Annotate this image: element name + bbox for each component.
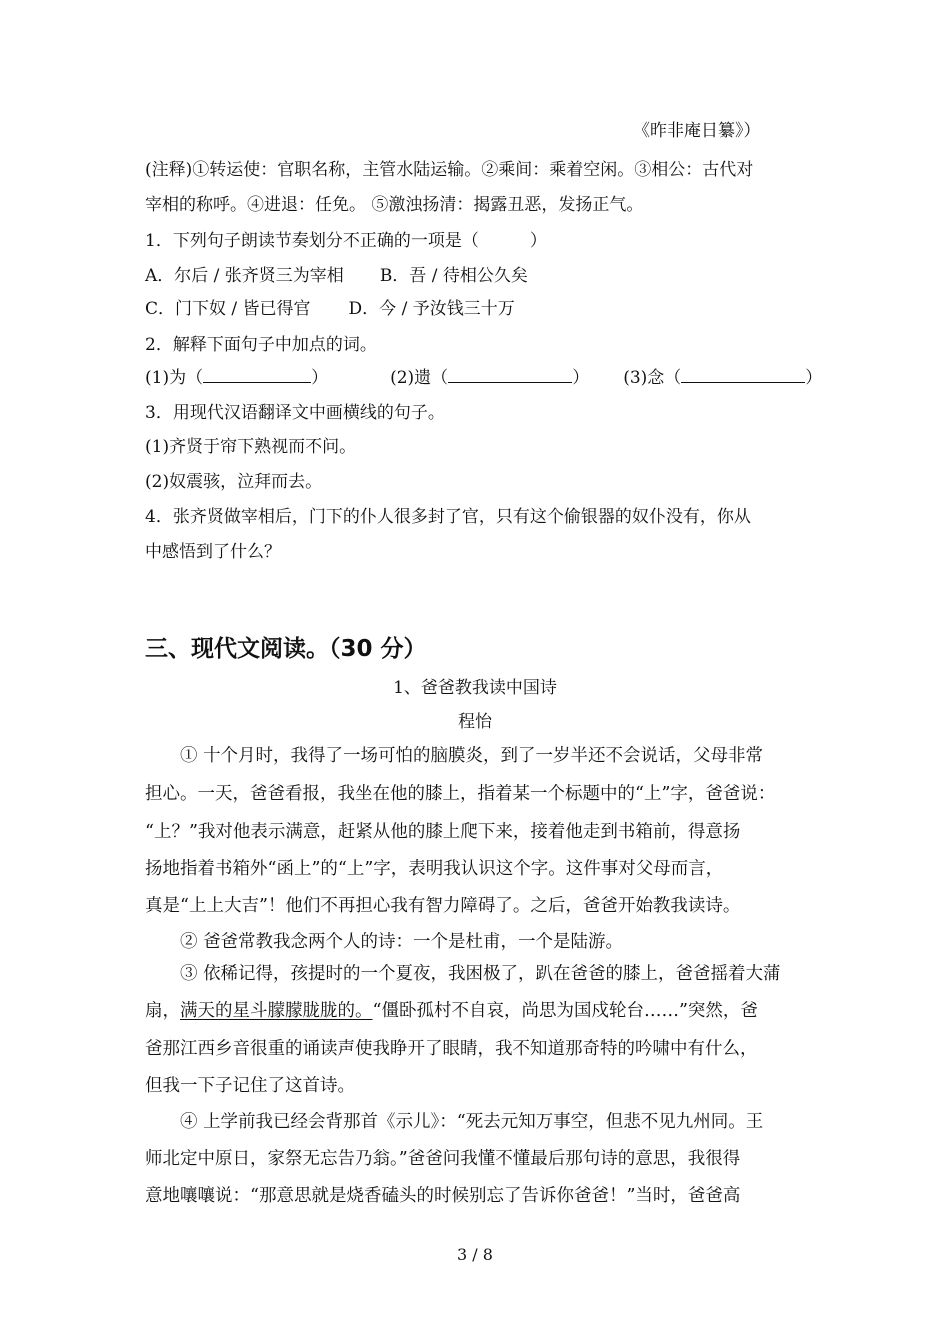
p3-line-1: ③ 依稀记得，孩提时的一个夏夜，我困极了，趴在爸爸的膝上，爸爸摇着大蒲 — [145, 964, 781, 984]
section-heading: 三、现代文阅读。（30 分） — [145, 636, 427, 662]
answer-blank[interactable] — [448, 366, 572, 383]
q1-option-d: D．今 / 予汝钱三十万 — [348, 299, 515, 319]
q4-line-1: 4．张齐贤做宰相后，门下的仆人很多封了官，只有这个偷银器的奴仆没有，你从 — [145, 507, 751, 527]
underlined-sentence: 满天的星斗朦朦胧胧的。 — [180, 1001, 373, 1021]
q3-sentence-1: (1)齐贤于帘下熟视而不问。 — [145, 437, 357, 457]
p4-line-2: 师北定中原日，家祭无忘告乃翁。”爸爸问我懂不懂最后那句诗的意思，我很得 — [145, 1149, 741, 1169]
q1-option-c: C．门下奴 / 皆已得官 — [145, 299, 311, 319]
passage-title: 1、爸爸教我读中国诗 — [393, 678, 557, 698]
answer-blank[interactable] — [203, 366, 311, 383]
q3-sentence-2: (2)奴震骇，泣拜而去。 — [145, 472, 323, 492]
notes-line-2: 宰相的称呼。④进退：任免。 ⑤激浊扬清：揭露丑恶，发扬正气。 — [145, 195, 644, 215]
p1-line-2: 担心。一天，爸爸看报，我坐在他的膝上，指着某一个标题中的“上”字，爸爸说： — [145, 784, 776, 804]
q3-stem: 3．用现代汉语翻译文中画横线的句子。 — [145, 403, 445, 423]
p4-line-3: 意地嚷嚷说：“那意思就是烧香磕头的时候别忘了告诉你爸爸！”当时，爸爸高 — [145, 1186, 741, 1206]
p3-line-2: 扇，满天的星斗朦朦胧胧的。“僵卧孤村不自哀，尚思为国戍轮台……”突然，爸 — [145, 1001, 758, 1021]
q4-line-2: 中感悟到了什么？ — [145, 542, 281, 562]
p1-line-5: 真是“上上大吉”！他们不再担心我有智力障碍了。之后，爸爸开始教我读诗。 — [145, 896, 741, 916]
q1-stem: 1．下列句子朗读节奏划分不正确的一项是（ ） — [145, 231, 547, 251]
p2-line: ② 爸爸常教我念两个人的诗：一个是杜甫，一个是陆游。 — [145, 932, 624, 952]
q1-option-a: A．尔后 / 张齐贤三为宰相 — [145, 266, 344, 286]
p1-line-3: “上？”我对他表示满意，赶紧从他的膝上爬下来，接着他走到书箱前，得意扬 — [145, 822, 741, 842]
passage-author: 程怡 — [458, 712, 492, 732]
q1-options-ab — [145, 264, 528, 288]
notes-line-1: (注释)①转运使：官职名称，主管水陆运输。②乘间：乘着空闲。③相公：古代对 — [145, 160, 754, 180]
q2-item-1: (1)为（ ） — [145, 368, 329, 388]
p1-line-4: 扬地指着书箱外“函上”的“上”字，表明我认识这个字。这件事对父母而言， — [145, 859, 724, 879]
q2-item-3: (3)念（ ） — [623, 368, 823, 388]
source-citation: 《昨非庵日纂》） — [633, 121, 761, 141]
p1-line-1: ① 十个月时，我得了一场可怕的脑膜炎，到了一岁半还不会说话，父母非常 — [145, 746, 764, 766]
p4-line-1: ④ 上学前我已经会背那首《示儿》：“死去元知万事空，但悲不见九州同。王 — [145, 1112, 764, 1132]
page-number: 3 / 8 — [457, 1245, 493, 1264]
q2-stem: 2．解释下面句子中加点的词。 — [145, 335, 377, 355]
q2-item-2: (2)遗（ ） — [390, 368, 590, 388]
answer-blank[interactable] — [681, 366, 805, 383]
p3-line-3: 爸那江西乡音很重的诵读声使我睁开了眼睛，我不知道那奇特的吟啸中有什么， — [145, 1039, 758, 1059]
q1-options-cd — [145, 297, 515, 321]
q2-items — [145, 366, 822, 390]
q1-option-b: B．吾 / 待相公久矣 — [379, 266, 528, 286]
p3-line-4: 但我一下子记住了这首诗。 — [145, 1076, 355, 1096]
